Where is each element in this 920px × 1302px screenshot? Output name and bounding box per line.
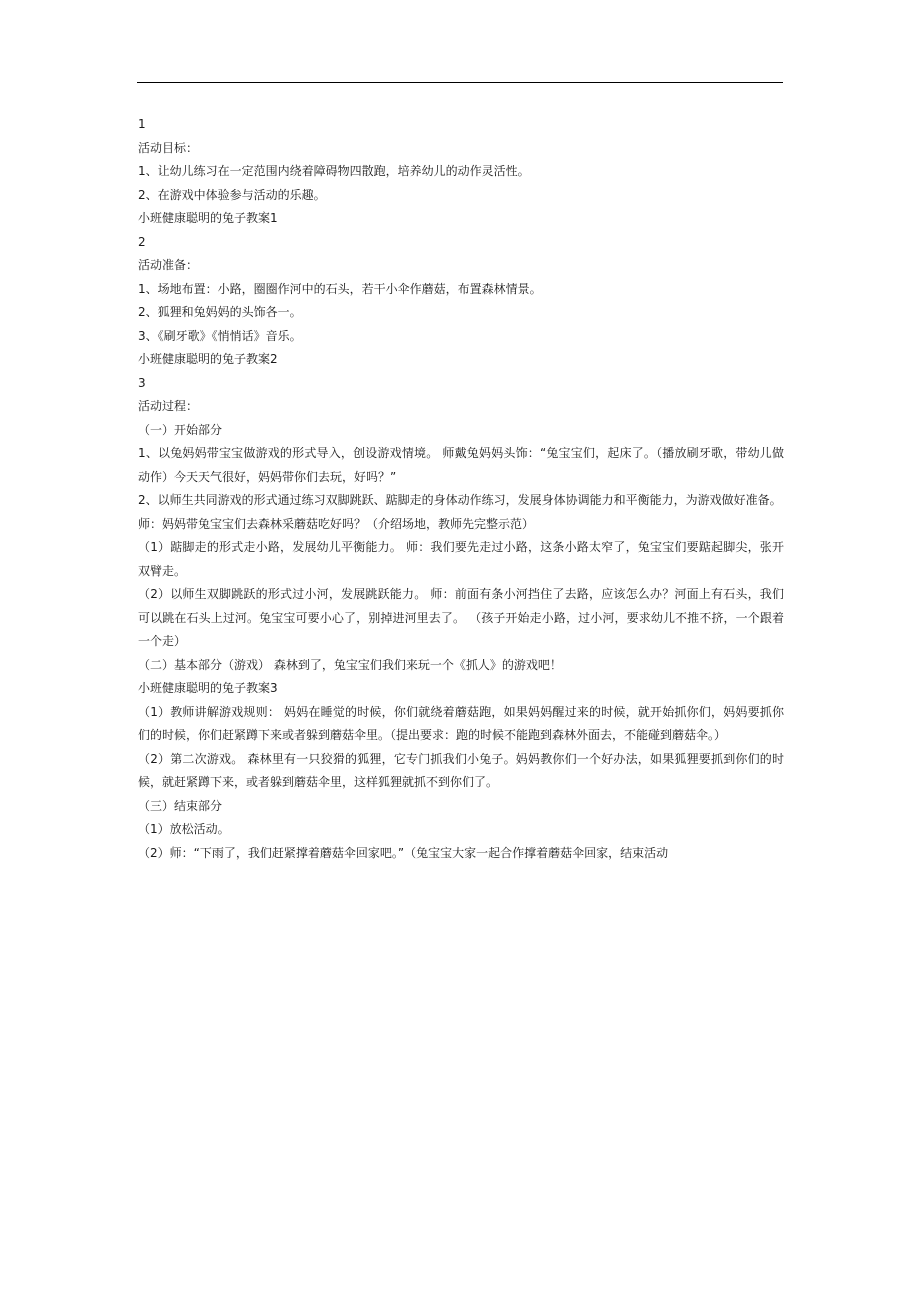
paragraph: （1）教师讲解游戏规则： 妈妈在睡觉的时候，你们就绕着蘑菇跑，如果妈妈醒过来的时候，就开始抓你们，妈妈要抓你们的时候，你们赶紧蹲下来或者躲到蘑菇伞里。（提出要求：跑的时候不能跑到森林外面去，不能碰到蘑菇伞。） xyxy=(138,704,784,742)
paragraph: （2）第二次游戏。 森林里有一只狡猾的狐狸，它专门抓我们小兔子。妈妈教你们一个好办法，如果狐狸要抓到你们的时候，就赶紧蹲下来，或者躲到蘑菇伞里，这样狐狸就抓不到你们了。 xyxy=(138,751,784,789)
paragraph: 2、以师生共同游戏的形式通过练习双脚跳跃、踮脚走的身体动作练习，发展身体协调能力和平衡能力，为游戏做好准备。 xyxy=(138,493,782,507)
document-body xyxy=(138,113,784,865)
header-rule xyxy=(137,82,783,83)
paragraph: 2、在游戏中体验参与活动的乐趣。 xyxy=(138,187,326,202)
subsection-heading: （二）基本部分（游戏） 森林到了，兔宝宝们我们来玩一个《抓人》的游戏吧！ xyxy=(138,657,562,672)
paragraph: 师：妈妈带兔宝宝们去森林采蘑菇吃好吗？（介绍场地，教师先完整示范） xyxy=(138,516,535,531)
section-heading: 活动过程： xyxy=(138,399,199,413)
paragraph: （1）踮脚走的形式走小路，发展幼儿平衡能力。 师：我们要先走过小路，这条小路太窄了，兔宝宝们要踮起脚尖，张开双臂走。 xyxy=(138,540,784,578)
section-heading: 活动准备： xyxy=(138,258,199,272)
paragraph: 3、《刷牙歌》《悄悄话》音乐。 xyxy=(138,328,302,343)
subsection-heading: （三）结束部分 xyxy=(138,798,223,813)
paragraph: 2、狐狸和兔妈妈的头饰各一。 xyxy=(138,305,302,319)
paragraph: （1）放松活动。 xyxy=(138,822,230,836)
document-title-line: 小班健康聪明的兔子教案1 xyxy=(138,211,278,225)
document-title-line: 小班健康聪明的兔子教案3 xyxy=(138,681,278,695)
section-number: 3 xyxy=(138,375,146,390)
section-number: 2 xyxy=(138,234,146,249)
paragraph: 1、让幼儿练习在一定范围内绕着障碍物四散跑，培养幼儿的动作灵活性。 xyxy=(138,164,530,178)
section-number: 1 xyxy=(138,117,146,131)
paragraph: （2）以师生双脚跳跃的形式过小河，发展跳跃能力。 师：前面有条小河挡住了去路，应该怎么办？河面上有石头，我们可以跳在石头上过河。兔宝宝可要小心了，别掉进河里去了。 （孩子开始走小路，过小河，要求幼儿不推不挤，一个跟着一个走） xyxy=(138,587,784,648)
document-title-line: 小班健康聪明的兔子教案2 xyxy=(138,352,278,366)
paragraph: 1、以兔妈妈带宝宝做游戏的形式导入，创设游戏情境。 师戴兔妈妈头饰：“兔宝宝们，起床了。（播放刷牙歌，带幼儿做动作）今天天气很好，妈妈带你们去玩，好吗？” xyxy=(138,446,784,484)
section-heading: 活动目标： xyxy=(138,140,199,155)
paragraph: （2）师：“下雨了，我们赶紧撑着蘑菇伞回家吧。”（兔宝宝大家一起合作撑着蘑菇伞回家，结束活动 xyxy=(138,845,669,860)
subsection-heading: （一）开始部分 xyxy=(138,422,223,437)
paragraph: 1、场地布置：小路，圈圈作河中的石头，若干小伞作蘑菇，布置森林情景。 xyxy=(138,281,542,296)
